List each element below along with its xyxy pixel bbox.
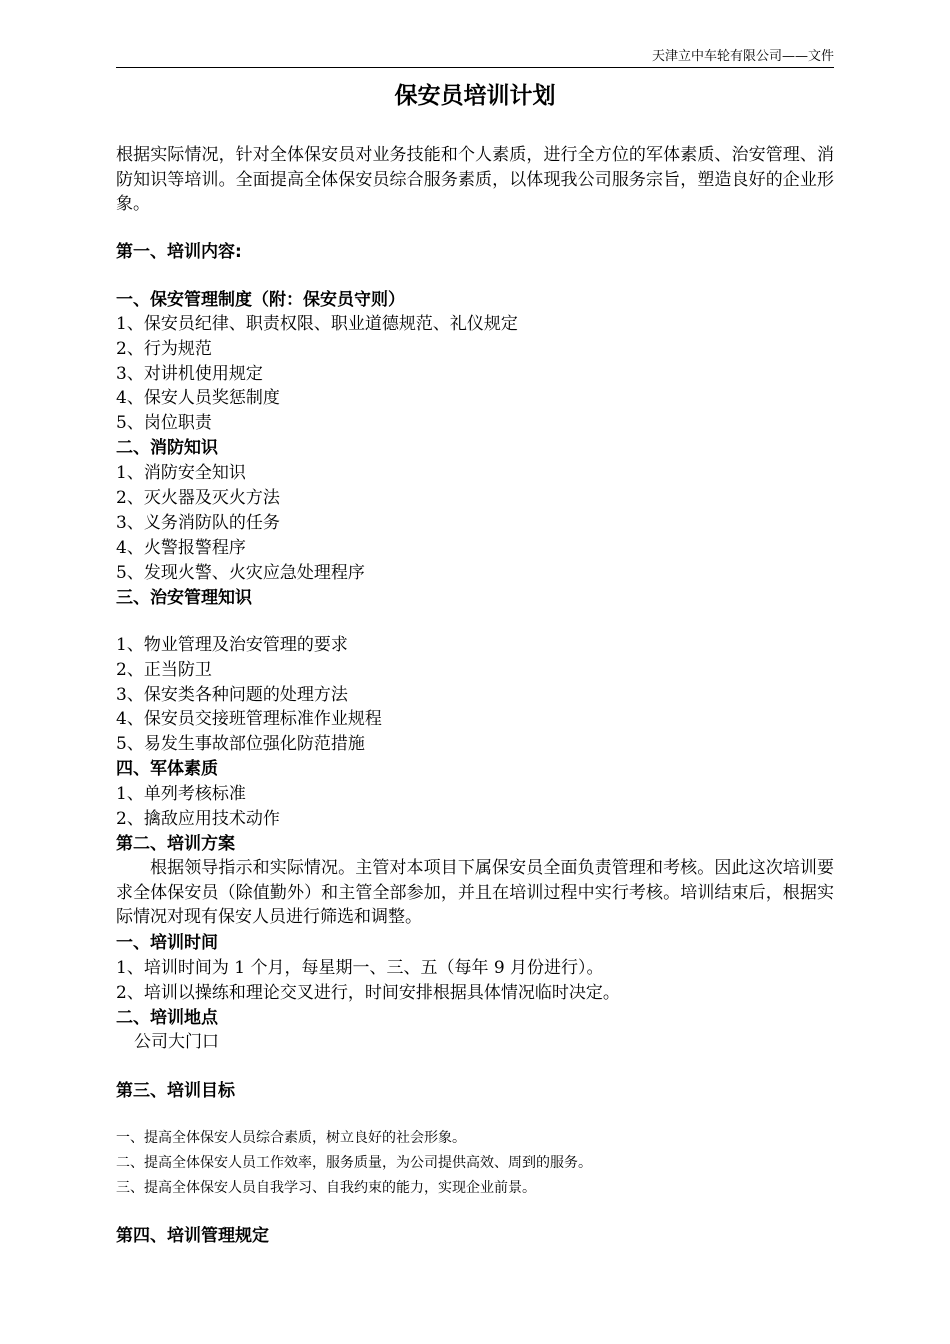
list-item: 1、保安员纪律、职责权限、职业道德规范、礼仪规定 <box>116 314 518 334</box>
time-heading: 一、培训时间 <box>116 933 218 953</box>
sec1-heading: 一、保安管理制度（附：保安员守则） <box>116 290 405 310</box>
list-item: 5、岗位职责 <box>116 413 212 433</box>
list-item: 5、发现火警、火灾应急处理程序 <box>116 563 365 583</box>
list-item: 2、培训以操练和理论交叉进行，时间安排根据具体情况临时决定。 <box>116 983 620 1003</box>
list-item: 4、保安人员奖惩制度 <box>116 388 280 408</box>
part3-heading: 第三、培训目标 <box>116 1081 235 1101</box>
list-item: 4、火警报警程序 <box>116 538 246 558</box>
list-item: 三、提高全体保安人员自我学习、自我约束的能力，实现企业前景。 <box>116 1180 536 1196</box>
document-header: 天津立中车轮有限公司——文件 <box>116 48 834 68</box>
part4-heading: 第四、培训管理规定 <box>116 1226 269 1246</box>
sec4-heading: 四、军体素质 <box>116 759 218 779</box>
place-value: 公司大门口 <box>134 1032 219 1052</box>
sec2-heading: 二、消防知识 <box>116 438 218 458</box>
list-item: 3、保安类各种问题的处理方法 <box>116 685 348 705</box>
part1-heading: 第一、培训内容: <box>116 242 242 262</box>
document-title: 保安员培训计划 <box>394 83 556 109</box>
plan-paragraph: 根据领导指示和实际情况。主管对本项目下属保安员全面负责管理和考核。因此这次培训要求全体保安员（除值勤外）和主管全部参加，并且在培训过程中实行考核。培训结束后，根据实际情况对现有保安人员进行筛选和调整。 <box>116 858 834 927</box>
intro-paragraph: 根据实际情况，针对全体保安员对业务技能和个人素质，进行全方位的军体素质、治安管理、消防知识等培训。全面提高全体保安员综合服务素质，以体现我公司服务宗旨，塑造良好的企业形象。 <box>116 145 834 214</box>
list-item: 3、对讲机使用规定 <box>116 364 263 384</box>
list-item: 1、物业管理及治安管理的要求 <box>116 635 348 655</box>
list-item: 一、提高全体保安人员综合素质，树立良好的社会形象。 <box>116 1130 466 1146</box>
list-item: 2、正当防卫 <box>116 660 212 680</box>
list-item: 4、保安员交接班管理标准作业规程 <box>116 709 382 729</box>
list-item: 2、行为规范 <box>116 339 212 359</box>
list-item: 5、易发生事故部位强化防范措施 <box>116 734 365 754</box>
list-item: 1、单列考核标准 <box>116 784 246 804</box>
list-item: 1、消防安全知识 <box>116 463 246 483</box>
list-item: 1、培训时间为 1 个月，每星期一、三、五（每年 9 月份进行）。 <box>116 958 604 978</box>
place-heading: 二、培训地点 <box>116 1008 218 1028</box>
list-item: 2、灭火器及灭火方法 <box>116 488 280 508</box>
list-item: 二、提高全体保安人员工作效率，服务质量，为公司提供高效、周到的服务。 <box>116 1155 592 1171</box>
list-item: 2、擒敌应用技术动作 <box>116 809 280 829</box>
sec3-heading: 三、治安管理知识 <box>116 588 252 608</box>
part2-heading: 第二、培训方案 <box>116 834 235 854</box>
list-item: 3、义务消防队的任务 <box>116 513 280 533</box>
